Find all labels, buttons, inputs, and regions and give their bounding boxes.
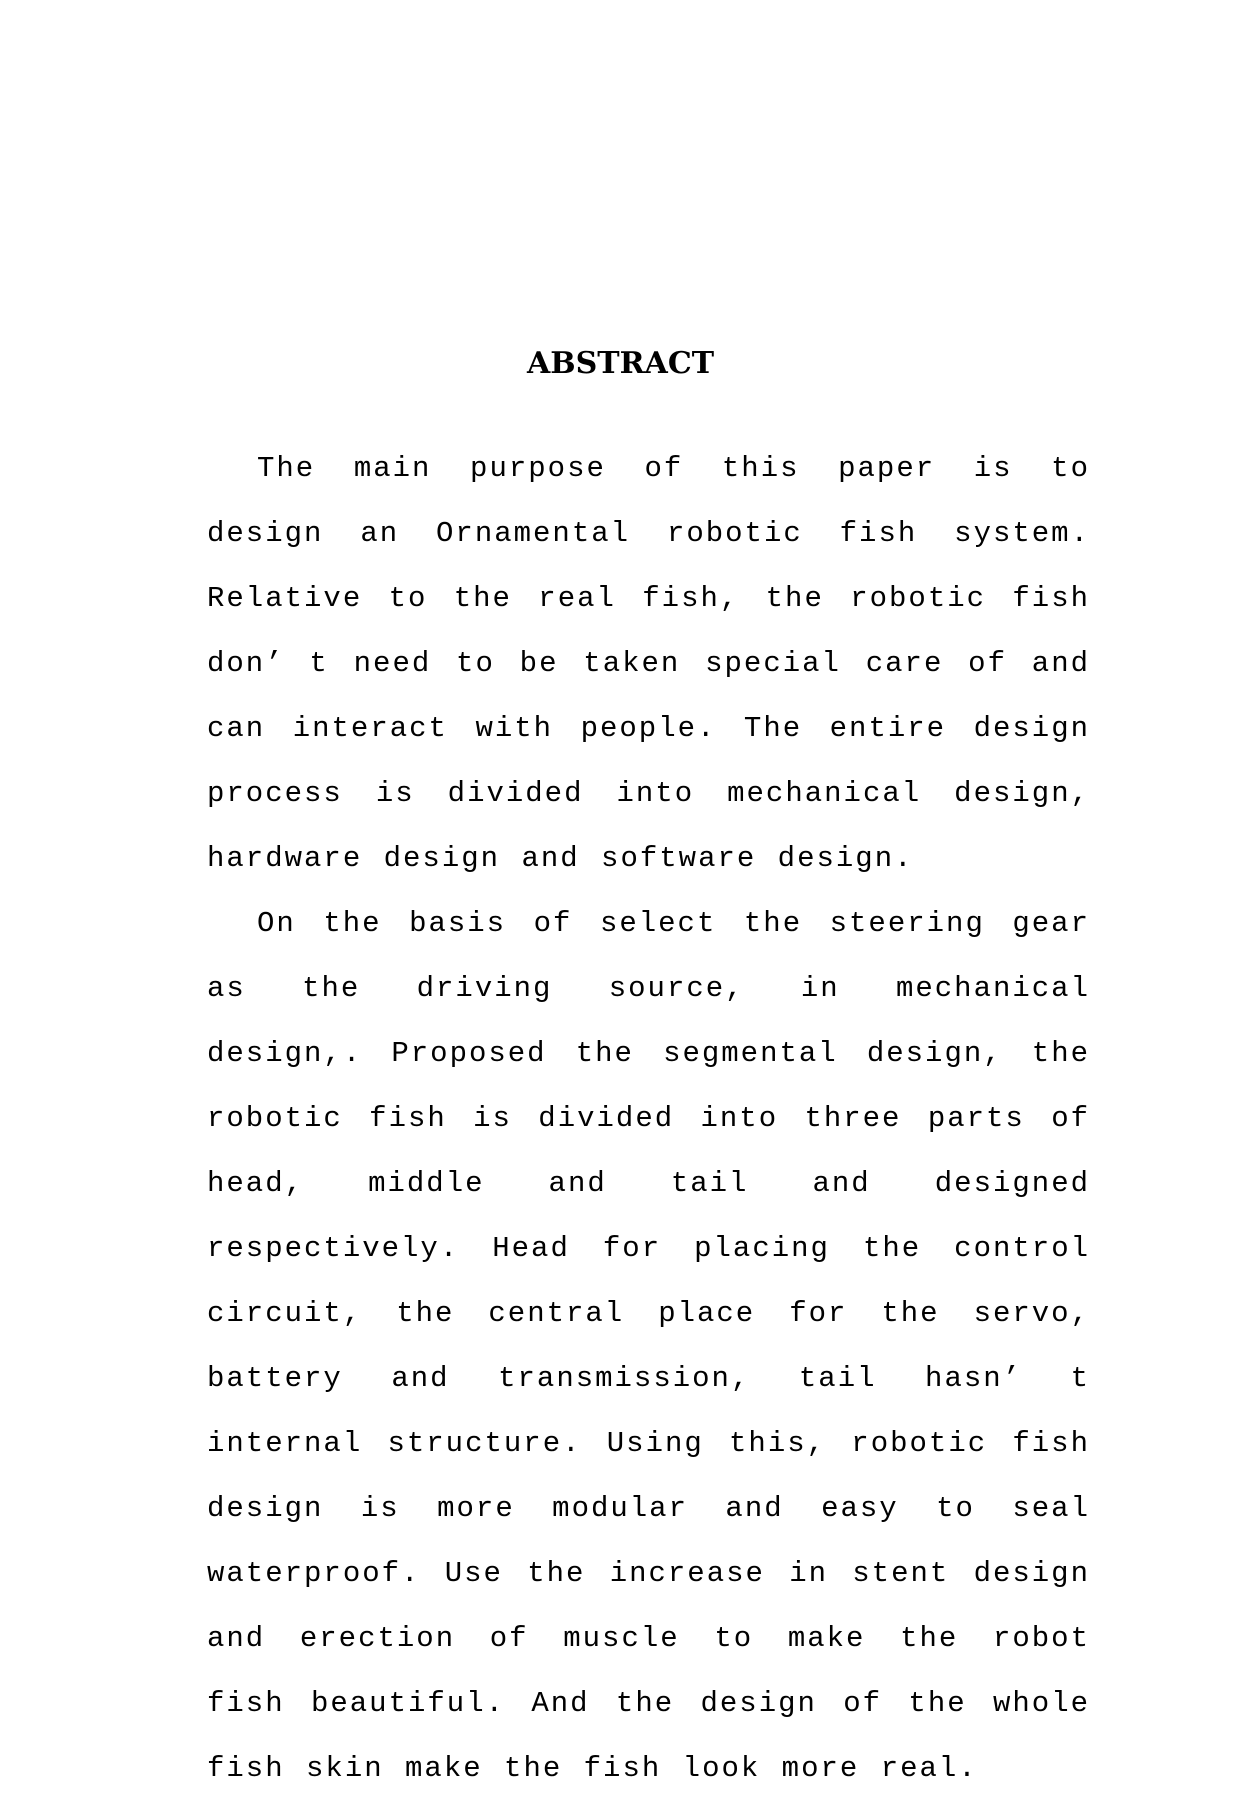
abstract-paragraph-1: The main purpose of this paper is to design an Ornamental robotic fish system. Relative to the real fish, the robotic fish don’ t need to be taken special care of and can interact with people. The entire design process is divided into mechanical design, hardware design and software design. [207, 452, 1090, 875]
abstract-paragraph-2: On the basis of select the steering gear as the driving source, in mechanical design,. Proposed the segmental design, the robotic fish is divided into three parts of head, middle and tail and designed respectively. Head for placing the control circuit, the central place for the servo, battery and transmission, tail hasn’ t internal structure. Using this, robotic fish design is more modular and easy to seal waterproof. Use the increase in stent design and erection of muscle to make the robot fish beautiful. And the design of the whole fish skin make the fish look more real. [207, 907, 1090, 1785]
abstract-heading: ABSTRACT [526, 346, 715, 381]
abstract-body [207, 436, 1090, 1801]
